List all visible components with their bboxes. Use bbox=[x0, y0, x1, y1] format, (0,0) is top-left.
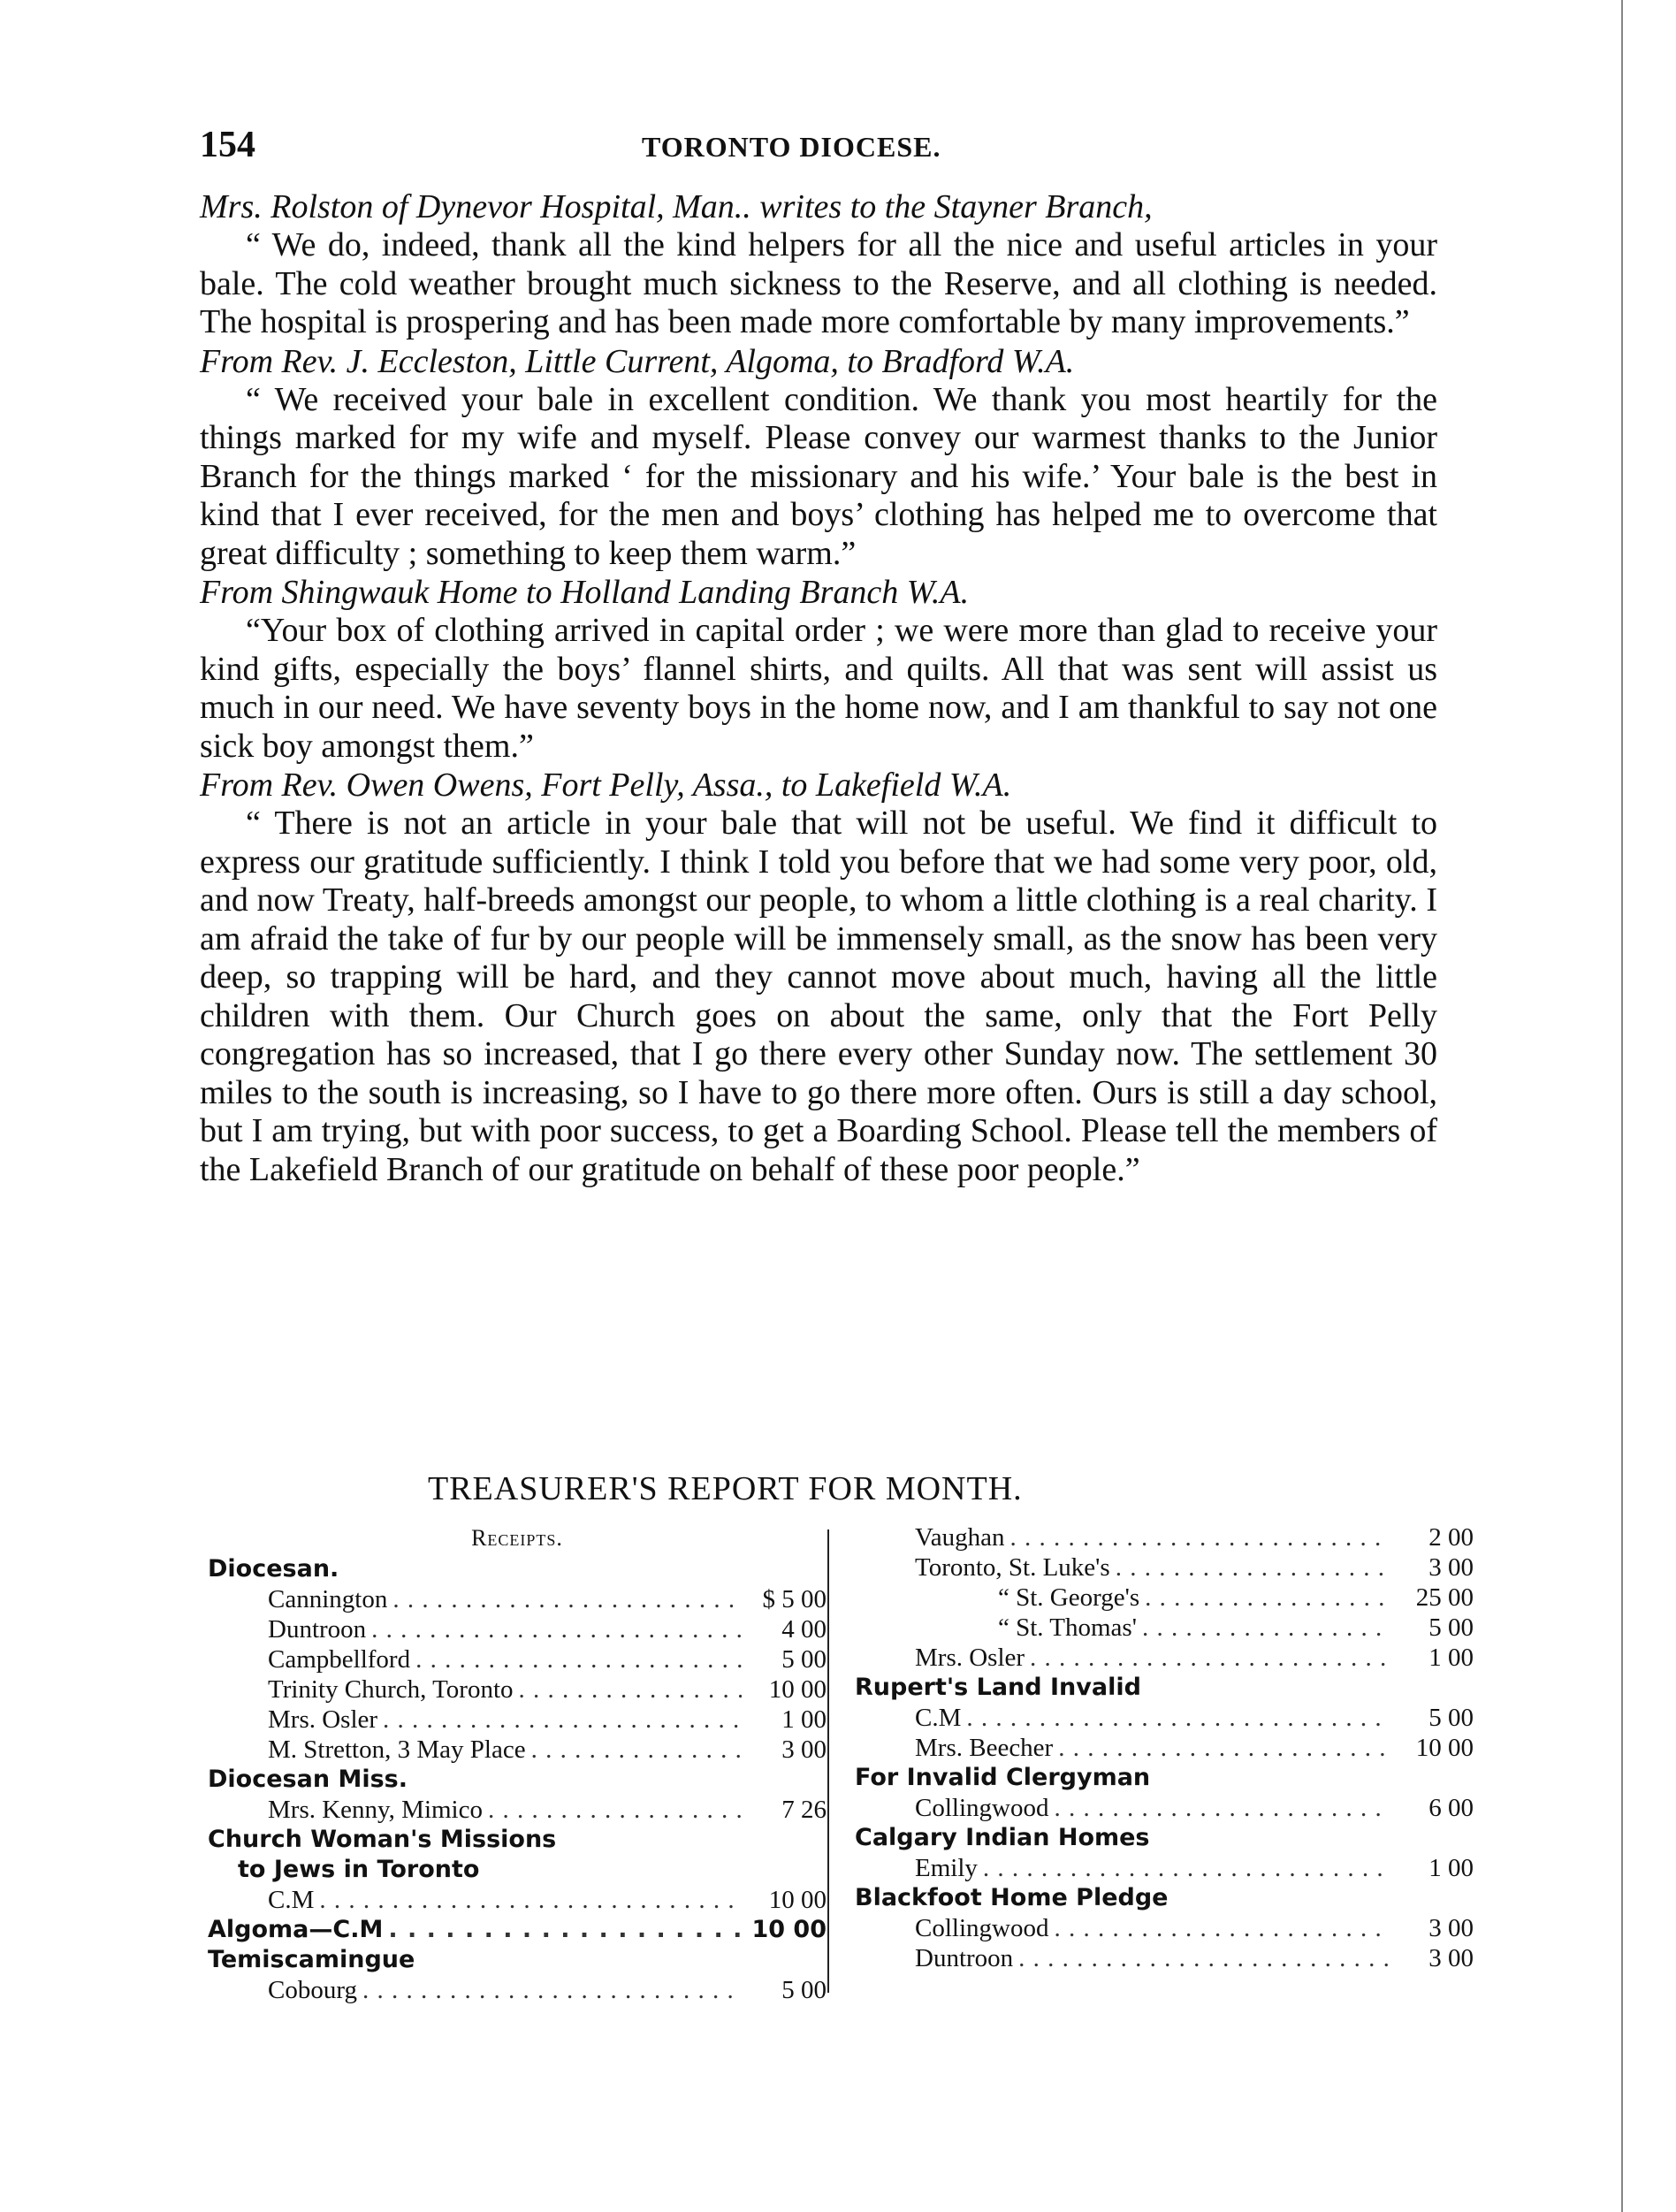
receipt-category bbox=[855, 1673, 1474, 1703]
receipt-amount: 1 00 bbox=[781, 1705, 827, 1734]
receipt-label: to Jews in Toronto bbox=[238, 1856, 480, 1883]
receipt-line bbox=[855, 1793, 1474, 1823]
receipt-category bbox=[208, 1945, 827, 1975]
receipt-line bbox=[855, 1913, 1474, 1943]
receipt-label: Mrs. Beecher bbox=[915, 1734, 1054, 1762]
receipt-label: Collingwood bbox=[915, 1914, 1049, 1942]
letter-heading: From Rev. Owen Owens, Fort Pelly, Assa., to Lakefield W.A. bbox=[200, 767, 1012, 804]
receipt-line bbox=[855, 1522, 1474, 1552]
receipt-amount: 5 00 bbox=[1428, 1704, 1474, 1732]
dot-leader bbox=[966, 1703, 1389, 1733]
letter-heading: Mrs. Rolston of Dynevor Hospital, Man.. writes to the Stayner Branch, bbox=[200, 188, 1153, 225]
receipt-label: For Invalid Clergyman bbox=[855, 1764, 1151, 1791]
dot-leader bbox=[983, 1853, 1389, 1883]
receipt-amount: 10 00 bbox=[768, 1886, 827, 1914]
letter-body: “Your box of clothing arrived in capital order ; we were more than glad to receive your kind gifts, especially the boys’ flannel shirts, and quilts. All that was sent will assist us much in our need. We have seventy boys in the home now, and I am thankful to say not one sick boy amongst them.” bbox=[200, 612, 1437, 765]
receipt-label: Toronto, St. Luke's bbox=[915, 1553, 1110, 1582]
letter-shingwauk bbox=[200, 573, 1437, 766]
column-divider bbox=[827, 1529, 829, 1993]
receipt-amount: 6 00 bbox=[1428, 1794, 1474, 1822]
letters-section bbox=[200, 187, 1437, 1189]
dot-leader bbox=[1030, 1643, 1389, 1673]
receipt-label: Calgary Indian Homes bbox=[855, 1824, 1150, 1851]
dot-leader bbox=[415, 1644, 742, 1674]
receipt-label: Collingwood bbox=[915, 1794, 1049, 1822]
receipt-line bbox=[855, 1552, 1474, 1583]
dot-leader bbox=[1058, 1733, 1389, 1763]
receipt-amount: 4 00 bbox=[781, 1615, 827, 1644]
running-head: TORONTO DIOCESE. bbox=[642, 131, 941, 163]
letter-owens bbox=[200, 766, 1437, 1189]
receipt-line bbox=[855, 1703, 1474, 1733]
page-number: 154 bbox=[200, 125, 255, 165]
receipt-category bbox=[208, 1765, 827, 1795]
receipt-label: Rupert's Land Invalid bbox=[855, 1674, 1141, 1701]
dot-leader bbox=[1145, 1583, 1389, 1613]
letter-body: “ There is not an article in your bale that will not be useful. We find it difficult to express our gratitude sufficiently. I think I told you before that we had some very poor, old, and now Treaty, half-breeds amongst our people, to whom a little clothing is a real charity. I am afraid the take of fur by our people will be immensely small, as the snow has been very deep, so trapping will be hard, and they cannot move about much, having all the little children with them. Our Church goes on about the same, only that the Fort Pelly congregation has so increased, that I go there every other Sunday now. The settlement 30 miles to the south is increasing, so I have to go there more often. Ours is still a day school, but I am trying, but with poor success, to get a Boarding School. Please tell the members of the Lakefield Branch of our gratitude on behalf of these poor people.” bbox=[200, 805, 1437, 1188]
receipt-amount: 7 26 bbox=[781, 1796, 827, 1824]
dot-leader bbox=[1054, 1793, 1389, 1823]
dot-leader bbox=[1018, 1943, 1389, 1973]
dot-leader bbox=[383, 1705, 742, 1735]
receipt-line bbox=[208, 1644, 827, 1674]
dot-leader bbox=[531, 1735, 742, 1765]
receipt-label: C.M bbox=[268, 1886, 315, 1914]
letter-heading: From Rev. J. Eccleston, Little Current, Algoma, to Bradford W.A. bbox=[200, 342, 1075, 380]
receipt-label: Church Woman's Missions bbox=[208, 1826, 557, 1853]
receipt-category bbox=[855, 1883, 1474, 1913]
receipt-line bbox=[855, 1943, 1474, 1973]
receipt-line bbox=[855, 1583, 1474, 1613]
dot-leader bbox=[1142, 1613, 1389, 1643]
dot-leader bbox=[362, 1975, 742, 2005]
receipt-line bbox=[208, 1584, 827, 1614]
receipt-amount: 1 00 bbox=[1428, 1644, 1474, 1672]
receipt-label: Vaughan bbox=[915, 1523, 1005, 1552]
receipt-label: Temiscamingue bbox=[208, 1946, 415, 1973]
receipt-label: C.M bbox=[915, 1704, 962, 1732]
receipt-category bbox=[208, 1554, 827, 1584]
receipts-left-rows bbox=[208, 1554, 827, 2005]
receipt-line bbox=[208, 1885, 827, 1915]
receipt-line bbox=[855, 1733, 1474, 1763]
receipt-line bbox=[855, 1853, 1474, 1883]
receipt-amount: 5 00 bbox=[781, 1976, 827, 2004]
receipts-label: Receipts. bbox=[471, 1525, 563, 1551]
receipt-line bbox=[855, 1613, 1474, 1643]
receipt-line bbox=[208, 1614, 827, 1644]
dot-leader bbox=[371, 1614, 742, 1644]
receipt-label: Campbellford bbox=[268, 1645, 411, 1674]
receipt-label: Diocesan. bbox=[208, 1555, 339, 1583]
receipt-label: Cannington bbox=[268, 1585, 388, 1613]
receipt-label: Mrs. Osler bbox=[268, 1705, 378, 1734]
treasurer-report-title: TREASURER'S REPORT FOR MONTH. bbox=[428, 1470, 1023, 1507]
page-header bbox=[200, 124, 1437, 177]
dot-leader bbox=[1116, 1552, 1389, 1583]
page-edge-line bbox=[1621, 0, 1623, 2212]
receipt-label: Mrs. Kenny, Mimico bbox=[268, 1796, 483, 1824]
receipt-amount: 3 00 bbox=[1428, 1914, 1474, 1942]
receipt-label: Trinity Church, Toronto bbox=[268, 1675, 514, 1704]
receipt-label: Cobourg bbox=[268, 1976, 357, 2004]
receipt-label: Algoma—C.M bbox=[208, 1916, 384, 1943]
receipt-category bbox=[208, 1825, 827, 1855]
receipt-label: Blackfoot Home Pledge bbox=[855, 1884, 1169, 1911]
receipt-category bbox=[208, 1915, 827, 1945]
dot-leader bbox=[319, 1885, 742, 1915]
receipt-amount: 5 00 bbox=[781, 1645, 827, 1674]
dot-leader bbox=[519, 1674, 742, 1705]
receipt-amount: 10 00 bbox=[768, 1675, 827, 1704]
receipts-right-column bbox=[855, 1522, 1474, 1973]
receipt-label: Duntroon bbox=[268, 1615, 367, 1644]
receipt-amount: 10 00 bbox=[1415, 1734, 1474, 1762]
receipt-label: “ St. George's bbox=[998, 1583, 1140, 1612]
receipt-line bbox=[855, 1643, 1474, 1673]
receipt-amount: 3 00 bbox=[1428, 1944, 1474, 1972]
receipt-amount: 2 00 bbox=[1428, 1523, 1474, 1552]
receipt-line bbox=[208, 1735, 827, 1765]
dot-leader bbox=[1009, 1522, 1389, 1552]
receipt-amount: 5 00 bbox=[1428, 1613, 1474, 1642]
receipts-left-column bbox=[208, 1522, 827, 2005]
receipt-amount: 3 00 bbox=[1428, 1553, 1474, 1582]
dot-leader bbox=[488, 1795, 742, 1825]
receipt-amount: 10 00 bbox=[751, 1916, 827, 1943]
receipt-label: Mrs. Osler bbox=[915, 1644, 1025, 1672]
receipt-category bbox=[855, 1763, 1474, 1793]
dot-leader bbox=[388, 1915, 742, 1945]
letter-heading: From Shingwauk Home to Holland Landing Branch W.A. bbox=[200, 574, 970, 611]
receipt-label: “ St. Thomas' bbox=[998, 1613, 1137, 1642]
letter-rolston bbox=[200, 187, 1437, 342]
receipt-label: Emily bbox=[915, 1854, 978, 1882]
letter-body: “ We received your bale in excellent condition. We thank you most heartily for the things marked for my wife and myself. Please convey our warmest thanks to the Junior Branch for the things marked ‘ for the missionary and his wife.’ Your bale is the best in kind that I ever received, for the men and boys’ clothing has helped me to overcome that great difficulty ; something to keep them warm.” bbox=[200, 380, 1437, 572]
receipt-line bbox=[208, 1705, 827, 1735]
receipt-label: Diocesan Miss. bbox=[208, 1766, 408, 1793]
letter-body: “ We do, indeed, thank all the kind helpers for all the nice and useful articles in your bale. The cold weather brought much sickness to the Reserve, and all clothing is needed. The hospital is prospering and has been made more comfortable by many improvements.” bbox=[200, 226, 1437, 340]
dot-leader bbox=[392, 1584, 742, 1614]
receipt-line bbox=[208, 1975, 827, 2005]
receipt-category bbox=[855, 1823, 1474, 1853]
receipt-line bbox=[208, 1674, 827, 1705]
receipts-right-rows bbox=[855, 1522, 1474, 1973]
receipt-amount: 3 00 bbox=[781, 1735, 827, 1764]
receipt-label: M. Stretton, 3 May Place bbox=[268, 1735, 526, 1764]
dot-leader bbox=[1054, 1913, 1389, 1943]
receipt-label: Duntroon bbox=[915, 1944, 1014, 1972]
receipt-line bbox=[208, 1795, 827, 1825]
receipt-amount: $ 5 00 bbox=[762, 1585, 827, 1613]
receipt-amount: 1 00 bbox=[1428, 1854, 1474, 1882]
receipt-amount: 25 00 bbox=[1415, 1583, 1474, 1612]
letter-eccleston bbox=[200, 342, 1437, 574]
receipt-category bbox=[208, 1855, 827, 1885]
